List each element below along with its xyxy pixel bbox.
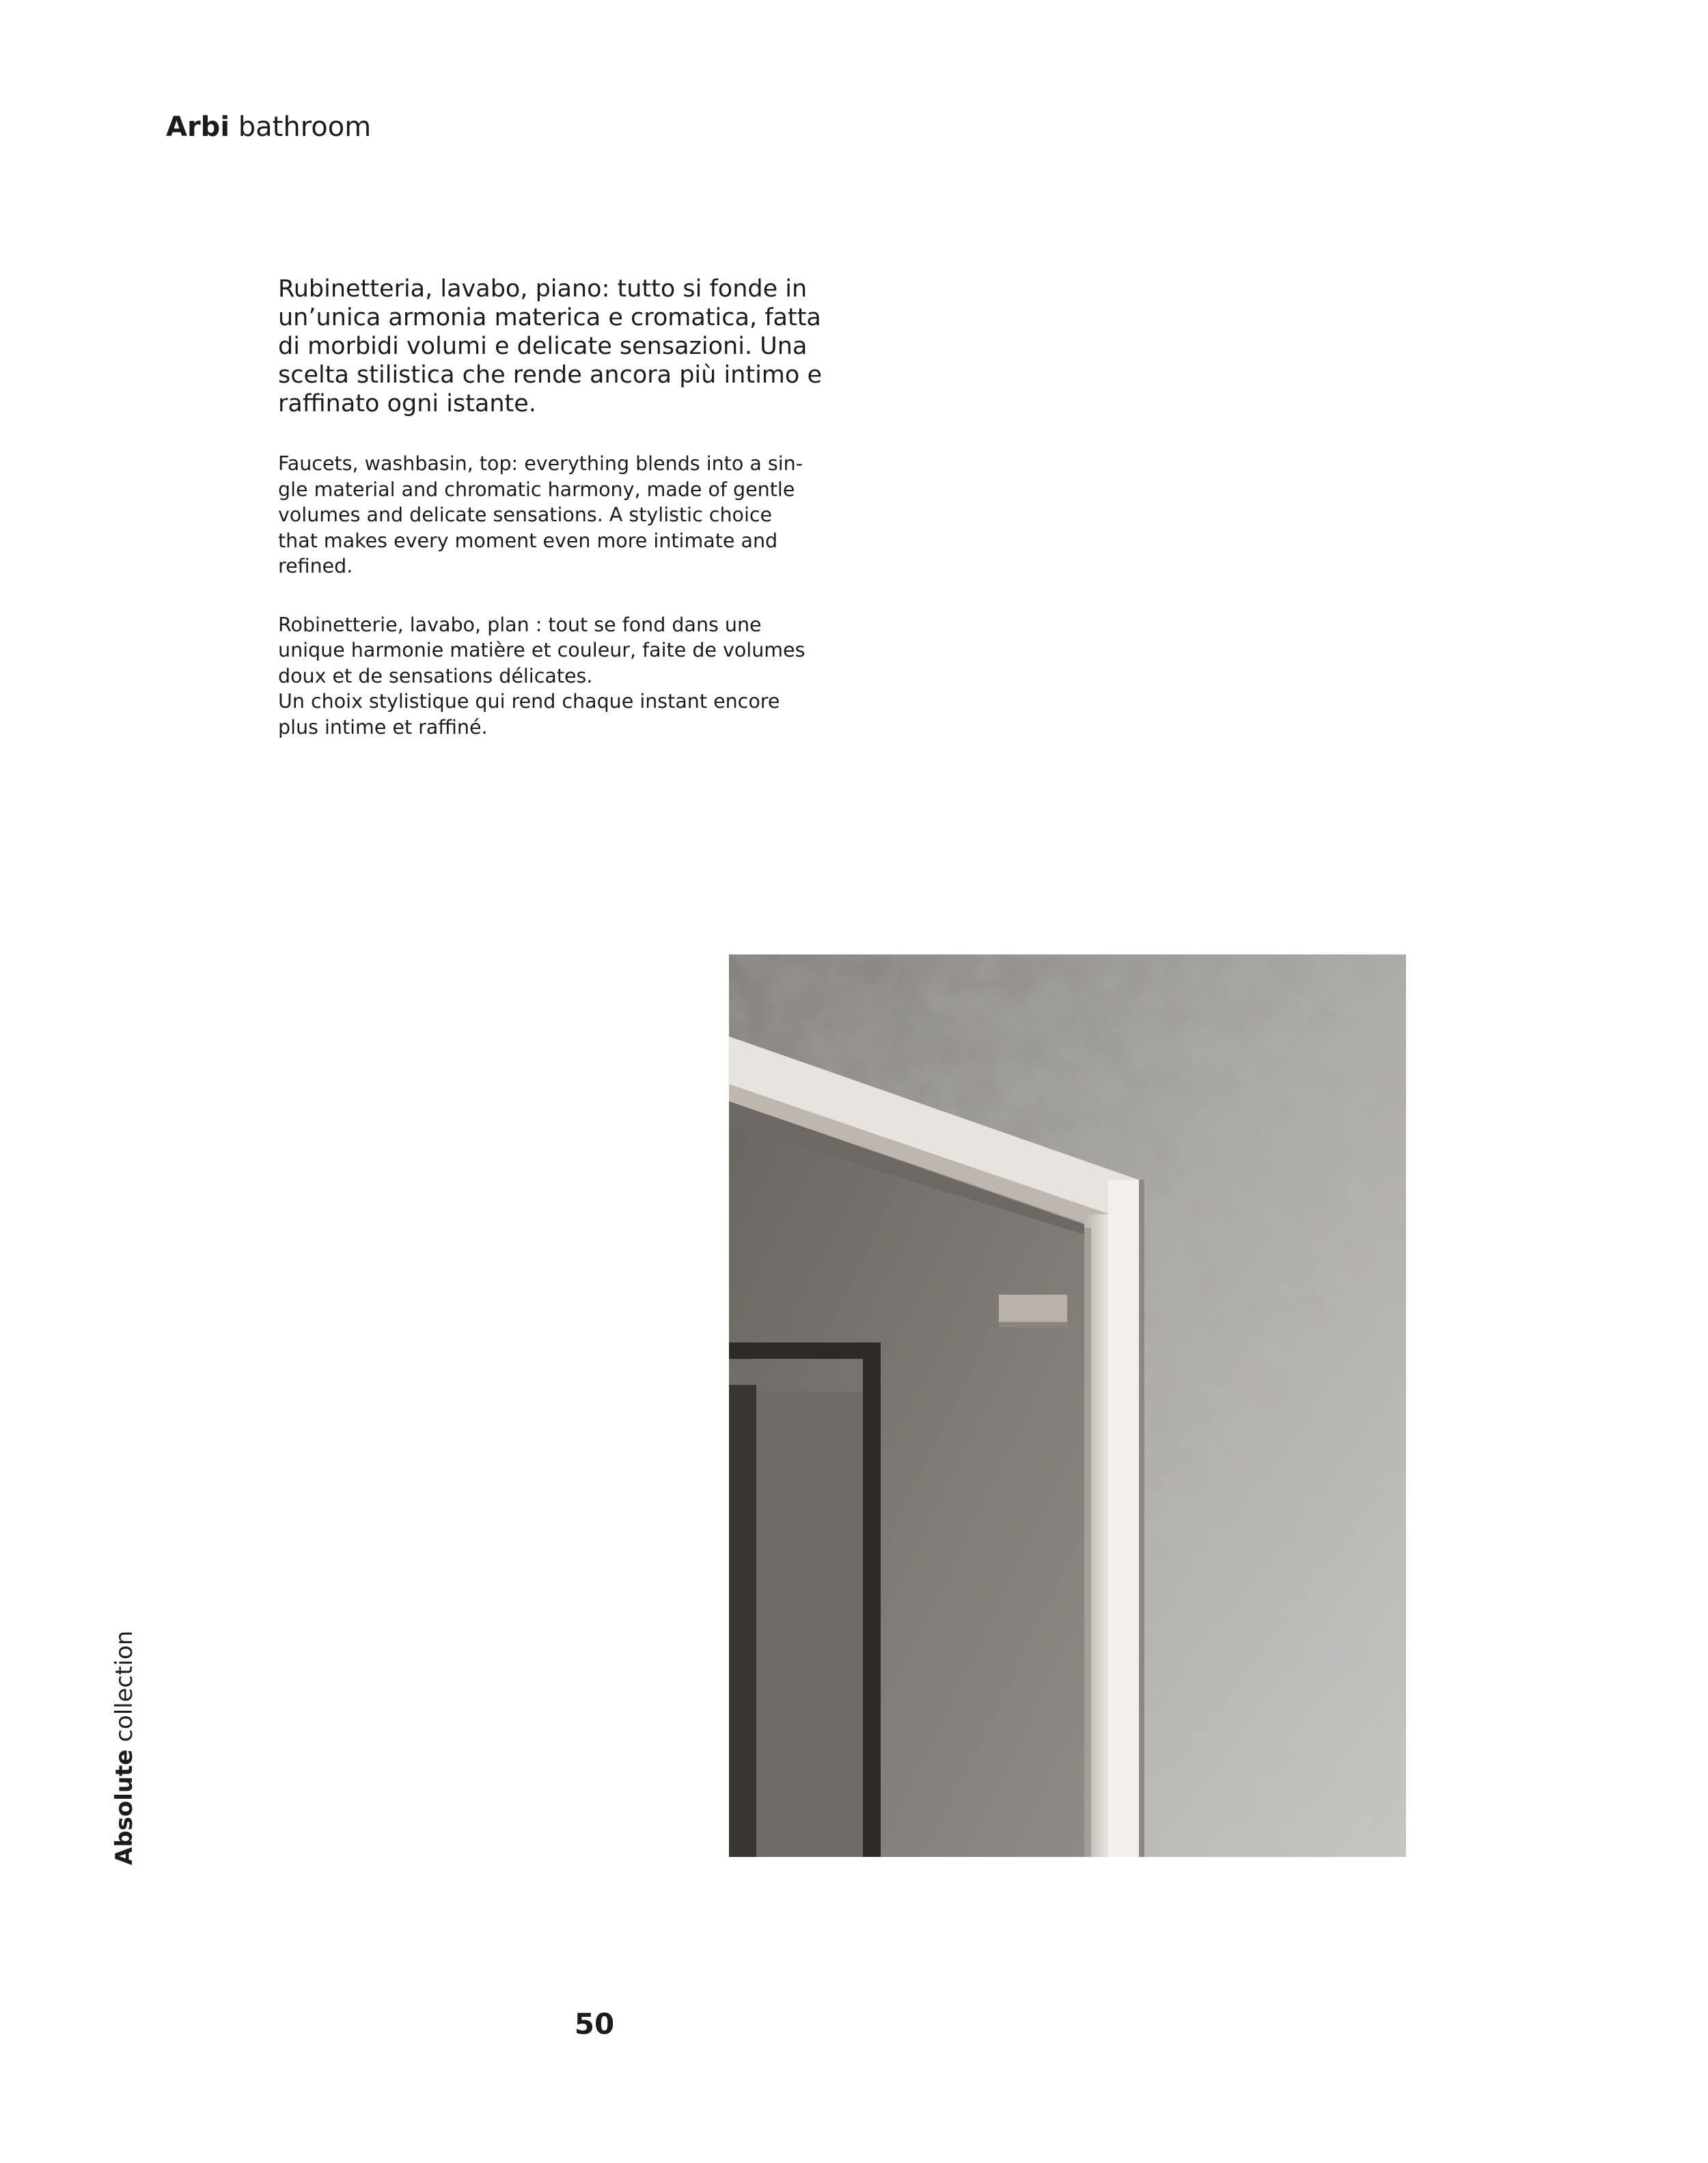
- side-label-brand: Absolute: [111, 1749, 138, 1865]
- side-collection-label: [111, 1631, 138, 1865]
- page-number: 50: [574, 2007, 615, 2041]
- text-line: di morbidi volumi e delicate sensazioni. Una: [278, 333, 808, 360]
- text-line: Faucets, washbasin, top: everything blends into a sin-: [278, 452, 803, 475]
- paragraph-english: [278, 451, 845, 579]
- side-label-rest: collection: [111, 1630, 138, 1742]
- text-line: that makes every moment even more intimate and: [278, 529, 778, 552]
- mirror-photo: [729, 954, 1406, 1857]
- paragraph-french: [278, 612, 845, 741]
- text-line: doux et de sensations délicates.: [278, 664, 593, 687]
- text-line: un’unica armonia materica e cromatica, fatta: [278, 304, 821, 331]
- text-line: refined.: [278, 555, 353, 577]
- text-line: volumes and delicate sensations. A stylistic choice: [278, 504, 773, 526]
- text-line: Un choix stylistique qui rend chaque instant encore: [278, 690, 780, 713]
- header-section: bathroom: [238, 111, 372, 143]
- text-line: gle material and chromatic harmony, made of gentle: [278, 478, 795, 501]
- paragraph-italian: [278, 275, 845, 418]
- text-line: raffinato ogni istante.: [278, 390, 536, 417]
- text-line: unique harmonie matière et couleur, faite de volumes: [278, 639, 805, 661]
- page-header: [166, 111, 371, 143]
- text-line: Robinetterie, lavabo, plan : tout se fond dans une: [278, 613, 762, 636]
- text-line: plus intime et raffiné.: [278, 715, 488, 739]
- text-column: [278, 275, 845, 740]
- header-brand: Arbi: [166, 111, 230, 143]
- text-line: Rubinetteria, lavabo, piano: tutto si fonde in: [278, 275, 808, 303]
- text-line: scelta stilistica che rende ancora più intimo e: [278, 361, 822, 389]
